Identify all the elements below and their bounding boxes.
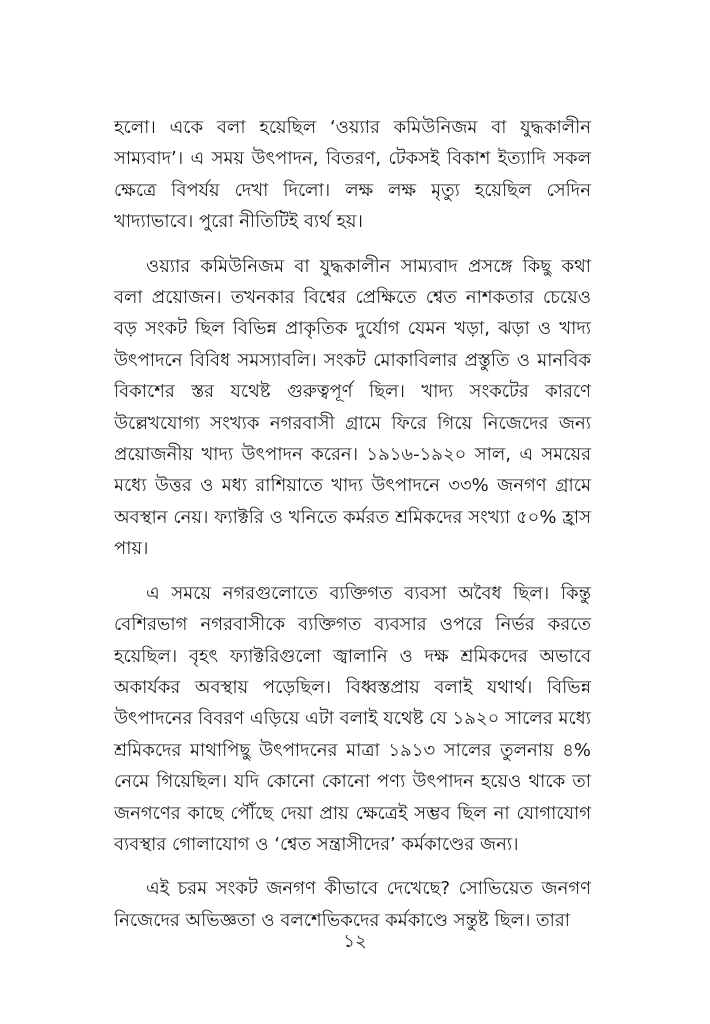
body-text: [114, 112, 591, 936]
paragraph-3: এ সময়ে নগরগুলোতে ব্যক্তিগত ব্যবসা অবৈধ ছিল। কিন্তু বেশিরভাগ নগরবাসীকে ব্যক্তিগত ব্যবসার ওপরে নির্ভর করতে হয়েছিল। বৃহৎ ফ্যাক্টরিগুলো জ্বালানি ও দক্ষ শ্রমিকদের অভাবে অকার্যকর অবস্থায় পড়েছিল। বিধ্বস্তপ্রায় বলাই যথার্থ। বিভিন্ন উৎপাদনের বিবরণ এড়িয়ে এটা বলাই যথেষ্ট যে ১৯২০ সালের মধ্যে শ্রমিকদের মাথাপিছু উৎপাদনের মাত্রা ১৯১৩ সালের তুলনায় ৪% নেমে গিয়েছিল। যদি কোনো কোনো পণ্য উৎপাদন হয়েও থাকে তা জনগণের কাছে পৌঁছে দেয়া প্রায় ক্ষেত্রেই সম্ভব ছিল না যোগাযোগ ব্যবস্থার গোলাযোগ ও ‘শ্বেত সন্ত্রাসীদের’ কর্মকাণ্ডের জন্য।: [114, 582, 591, 855]
paragraph-2: ওয়্যার কমিউনিজম বা যুদ্ধকালীন সাম্যবাদ প্রসঙ্গে কিছু কথা বলা প্রয়োজন। তখনকার বিশ্বের প্রেক্ষিতে শ্বেত নাশকতার চেয়েও বড় সংকট ছিল বিভিন্ন প্রাকৃতিক দুর্যোগ যেমন খড়া, ঝড়া ও খাদ্য উৎপাদনে বিবিধ সমস্যাবলি। সংকট মোকাবিলার প্রস্তুতি ও মানবিক বিকাশের স্তর যথেষ্ট গুরুত্বপূর্ণ ছিল। খাদ্য সংকটের কারণে উল্লেখযোগ্য সংখ্যক নগরবাসী গ্রামে ফিরে গিয়ে নিজেদের জন্য প্রয়োজনীয় খাদ্য উৎপাদন করেন। ১৯১৬-১৯২০ সাল, এ সময়ের মধ্যে উত্তর ও মধ্য রাশিয়াতে খাদ্য উৎপাদনে ৩৩% জনগণ গ্রামে অবস্থান নেয়। ফ্যাক্টরি ও খনিতে কর্মরত শ্রমিকদের সংখ্যা ৫০% হ্রাস পায়।: [114, 255, 591, 560]
paragraph-1: হলো। একে বলা হয়েছিল ‘ওয়্যার কমিউনিজম বা যুদ্ধকালীন সাম্যবাদ’। এ সময় উৎপাদন, বিতরণ, টেকসই বিকাশ ইত্যাদি সকল ক্ষেত্রে বিপর্যয় দেখা দিলো। লক্ষ লক্ষ মৃত্যু হয়েছিল সেদিন খাদ্যাভাবে। পুরো নীতিটিই ব্যর্থ হয়।: [114, 117, 591, 233]
page-number: ১২: [343, 931, 367, 952]
paragraph-4: এই চরম সংকট জনগণ কীভাবে দেখেছে? সোভিয়েত জনগণ নিজেদের অভিজ্ঞতা ও বলশেভিকদের কর্মকাণ্ডে সন্তুষ্ট ছিল। তারা: [114, 878, 591, 931]
